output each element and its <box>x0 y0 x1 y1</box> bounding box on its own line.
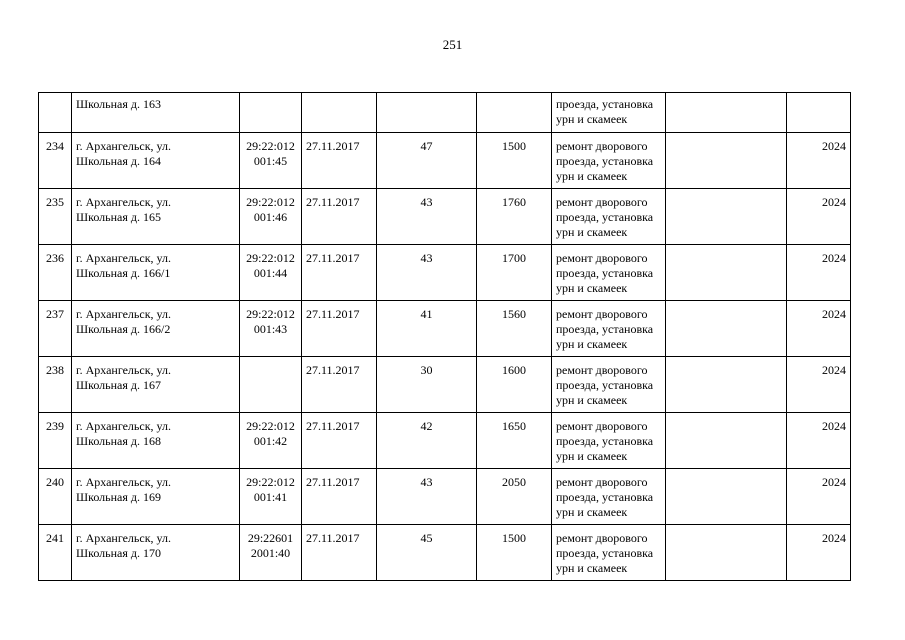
value-cell-1 <box>377 189 477 245</box>
address-cell <box>72 245 240 301</box>
value-cell-1 <box>377 301 477 357</box>
year-text: 2024 <box>822 419 846 433</box>
row-number-cell <box>39 93 72 133</box>
table-row <box>39 189 851 245</box>
cadastral-number-text: 001:46 <box>253 210 288 224</box>
date-text: 27.11.2017 <box>306 363 360 377</box>
row-number-text: 240 <box>46 475 64 489</box>
address-cell <box>72 525 240 581</box>
date-cell <box>302 357 377 413</box>
value-1-text: 45 <box>420 531 433 545</box>
address-text: Школьная д. 166/1 <box>76 266 171 280</box>
work-description-text: урн и скамеек <box>556 337 628 351</box>
row-number-cell <box>39 245 72 301</box>
value-2-text: 2050 <box>502 475 526 489</box>
work-description-cell <box>552 413 666 469</box>
cadastral-number-text: 001:43 <box>253 322 288 336</box>
empty-cell <box>666 133 787 189</box>
row-number-text: 236 <box>46 251 64 265</box>
value-2-text: 1700 <box>502 251 526 265</box>
year-text: 2024 <box>822 307 846 321</box>
empty-cell <box>666 413 787 469</box>
value-2-text: 1560 <box>502 307 526 321</box>
date-cell <box>302 93 377 133</box>
work-description-text: урн и скамеек <box>556 505 628 519</box>
row-number-cell <box>39 357 72 413</box>
cadastral-number-text: 29:22:012 <box>246 475 295 489</box>
empty-cell <box>666 357 787 413</box>
cadastral-number-text: 001:44 <box>253 266 288 280</box>
row-number-text: 241 <box>46 531 64 545</box>
work-description-text: проезда, установка <box>556 210 654 224</box>
value-cell-1 <box>377 413 477 469</box>
value-1-text: 41 <box>420 307 433 321</box>
date-text: 27.11.2017 <box>306 419 360 433</box>
value-cell-2 <box>477 357 552 413</box>
cadastral-number-text: 001:42 <box>253 434 288 448</box>
work-description-cell <box>552 133 666 189</box>
value-cell-2 <box>477 133 552 189</box>
year-cell <box>787 301 851 357</box>
table-row <box>39 133 851 189</box>
address-cell <box>72 469 240 525</box>
address-text: г. Архангельск, ул. <box>76 251 171 265</box>
value-cell-1 <box>377 245 477 301</box>
work-description-text: ремонт дворового <box>556 475 648 489</box>
cadastral-number-text: 2001:40 <box>250 546 291 560</box>
address-text: г. Архангельск, ул. <box>76 139 171 153</box>
address-cell <box>72 189 240 245</box>
value-cell-2 <box>477 413 552 469</box>
cadastral-number-cell <box>240 189 302 245</box>
work-description-cell <box>552 469 666 525</box>
address-text: Школьная д. 165 <box>76 210 162 224</box>
value-2-text: 1760 <box>502 195 526 209</box>
value-cell-1 <box>377 93 477 133</box>
work-description-text: ремонт дворового <box>556 363 648 377</box>
value-cell-2 <box>477 93 552 133</box>
year-text: 2024 <box>822 139 846 153</box>
page-number: 251 <box>442 37 463 52</box>
date-text: 27.11.2017 <box>306 139 360 153</box>
address-text: Школьная д. 167 <box>76 378 162 392</box>
date-text: 27.11.2017 <box>306 531 360 545</box>
address-text: г. Архангельск, ул. <box>76 363 171 377</box>
year-text: 2024 <box>822 531 846 545</box>
value-2-text: 1600 <box>502 363 526 377</box>
cadastral-number-text: 001:45 <box>253 154 288 168</box>
value-cell-2 <box>477 301 552 357</box>
cadastral-number-text: 29:22:012 <box>246 419 295 433</box>
row-number-text: 234 <box>46 139 64 153</box>
row-number-text: 235 <box>46 195 64 209</box>
date-cell <box>302 301 377 357</box>
year-cell <box>787 413 851 469</box>
address-text: г. Архангельск, ул. <box>76 475 171 489</box>
row-number-text: 237 <box>46 307 64 321</box>
work-description-text: урн и скамеек <box>556 112 628 126</box>
value-cell-1 <box>377 357 477 413</box>
address-cell <box>72 93 240 133</box>
address-text: Школьная д. 170 <box>76 546 162 560</box>
address-text: Школьная д. 168 <box>76 434 162 448</box>
address-cell <box>72 357 240 413</box>
value-cell-1 <box>377 133 477 189</box>
value-cell-2 <box>477 525 552 581</box>
value-1-text: 30 <box>420 363 433 377</box>
work-description-text: проезда, установка <box>556 266 654 280</box>
date-cell <box>302 245 377 301</box>
year-cell <box>787 357 851 413</box>
value-1-text: 43 <box>420 251 433 265</box>
date-cell <box>302 133 377 189</box>
work-description-cell <box>552 357 666 413</box>
cadastral-number-cell <box>240 413 302 469</box>
table-row <box>39 93 851 133</box>
empty-cell <box>666 525 787 581</box>
table-body <box>39 93 851 581</box>
value-cell-2 <box>477 245 552 301</box>
date-text: 27.11.2017 <box>306 195 360 209</box>
year-cell <box>787 189 851 245</box>
work-description-text: ремонт дворового <box>556 419 648 433</box>
work-description-text: проезда, установка <box>556 97 654 111</box>
row-number-cell <box>39 301 72 357</box>
value-cell-1 <box>377 469 477 525</box>
cadastral-number-cell <box>240 245 302 301</box>
year-cell <box>787 469 851 525</box>
date-cell <box>302 469 377 525</box>
cadastral-number-cell <box>240 525 302 581</box>
address-cell <box>72 413 240 469</box>
work-description-text: урн и скамеек <box>556 449 628 463</box>
work-description-text: урн и скамеек <box>556 561 628 575</box>
work-description-text: урн и скамеек <box>556 281 628 295</box>
cadastral-number-cell <box>240 93 302 133</box>
work-description-text: проезда, установка <box>556 378 654 392</box>
work-description-text: ремонт дворового <box>556 251 648 265</box>
work-description-text: проезда, установка <box>556 434 654 448</box>
cadastral-number-text: 29:22601 <box>247 531 294 545</box>
year-cell <box>787 133 851 189</box>
cadastral-number-cell <box>240 469 302 525</box>
address-text: г. Архангельск, ул. <box>76 531 171 545</box>
address-text: г. Архангельск, ул. <box>76 307 171 321</box>
address-text: г. Архангельск, ул. <box>76 195 171 209</box>
value-1-text: 43 <box>420 475 433 489</box>
work-description-text: урн и скамеек <box>556 225 628 239</box>
value-cell-1 <box>377 525 477 581</box>
date-cell <box>302 189 377 245</box>
address-text: Школьная д. 169 <box>76 490 162 504</box>
value-2-text: 1500 <box>502 531 526 545</box>
empty-cell <box>666 301 787 357</box>
table-row <box>39 301 851 357</box>
value-1-text: 43 <box>420 195 433 209</box>
table-row <box>39 245 851 301</box>
value-2-text: 1500 <box>502 139 526 153</box>
date-text: 27.11.2017 <box>306 475 360 489</box>
date-cell <box>302 525 377 581</box>
cadastral-number-cell <box>240 301 302 357</box>
row-number-cell <box>39 413 72 469</box>
row-number-cell <box>39 525 72 581</box>
cadastral-number-text: 29:22:012 <box>246 195 295 209</box>
date-text: 27.11.2017 <box>306 307 360 321</box>
work-description-text: проезда, установка <box>556 322 654 336</box>
work-description-cell <box>552 93 666 133</box>
year-cell <box>787 93 851 133</box>
row-number-cell <box>39 189 72 245</box>
table-row <box>39 525 851 581</box>
address-text: Школьная д. 163 <box>76 97 162 111</box>
courtyard-registry-table <box>38 92 851 581</box>
year-cell <box>787 245 851 301</box>
empty-cell <box>666 93 787 133</box>
value-2-text: 1650 <box>502 419 526 433</box>
row-number-text: 238 <box>46 363 64 377</box>
cadastral-number-cell <box>240 133 302 189</box>
cadastral-number-text: 001:41 <box>253 490 288 504</box>
work-description-text: ремонт дворового <box>556 139 648 153</box>
work-description-text: проезда, установка <box>556 490 654 504</box>
empty-cell <box>666 469 787 525</box>
row-number-cell <box>39 469 72 525</box>
table-row <box>39 469 851 525</box>
empty-cell <box>666 189 787 245</box>
address-cell <box>72 301 240 357</box>
cadastral-number-text: 29:22:012 <box>246 139 295 153</box>
work-description-text: урн и скамеек <box>556 393 628 407</box>
row-number-text: 239 <box>46 419 64 433</box>
work-description-cell <box>552 245 666 301</box>
row-number-cell <box>39 133 72 189</box>
year-text: 2024 <box>822 475 846 489</box>
address-cell <box>72 133 240 189</box>
address-text: г. Архангельск, ул. <box>76 419 171 433</box>
table-row <box>39 413 851 469</box>
empty-cell <box>666 245 787 301</box>
table-row <box>39 357 851 413</box>
date-text: 27.11.2017 <box>306 251 360 265</box>
work-description-text: урн и скамеек <box>556 169 628 183</box>
work-description-text: ремонт дворового <box>556 307 648 321</box>
cadastral-number-text: 29:22:012 <box>246 307 295 321</box>
year-text: 2024 <box>822 363 846 377</box>
date-cell <box>302 413 377 469</box>
value-cell-2 <box>477 469 552 525</box>
work-description-cell <box>552 301 666 357</box>
address-text: Школьная д. 164 <box>76 154 162 168</box>
cadastral-number-cell <box>240 357 302 413</box>
work-description-text: проезда, установка <box>556 154 654 168</box>
value-1-text: 47 <box>420 139 433 153</box>
year-cell <box>787 525 851 581</box>
year-text: 2024 <box>822 195 846 209</box>
work-description-cell <box>552 525 666 581</box>
work-description-text: ремонт дворового <box>556 531 648 545</box>
value-1-text: 42 <box>420 419 433 433</box>
work-description-cell <box>552 189 666 245</box>
address-text: Школьная д. 166/2 <box>76 322 171 336</box>
year-text: 2024 <box>822 251 846 265</box>
value-cell-2 <box>477 189 552 245</box>
work-description-text: проезда, установка <box>556 546 654 560</box>
cadastral-number-text: 29:22:012 <box>246 251 295 265</box>
work-description-text: ремонт дворового <box>556 195 648 209</box>
